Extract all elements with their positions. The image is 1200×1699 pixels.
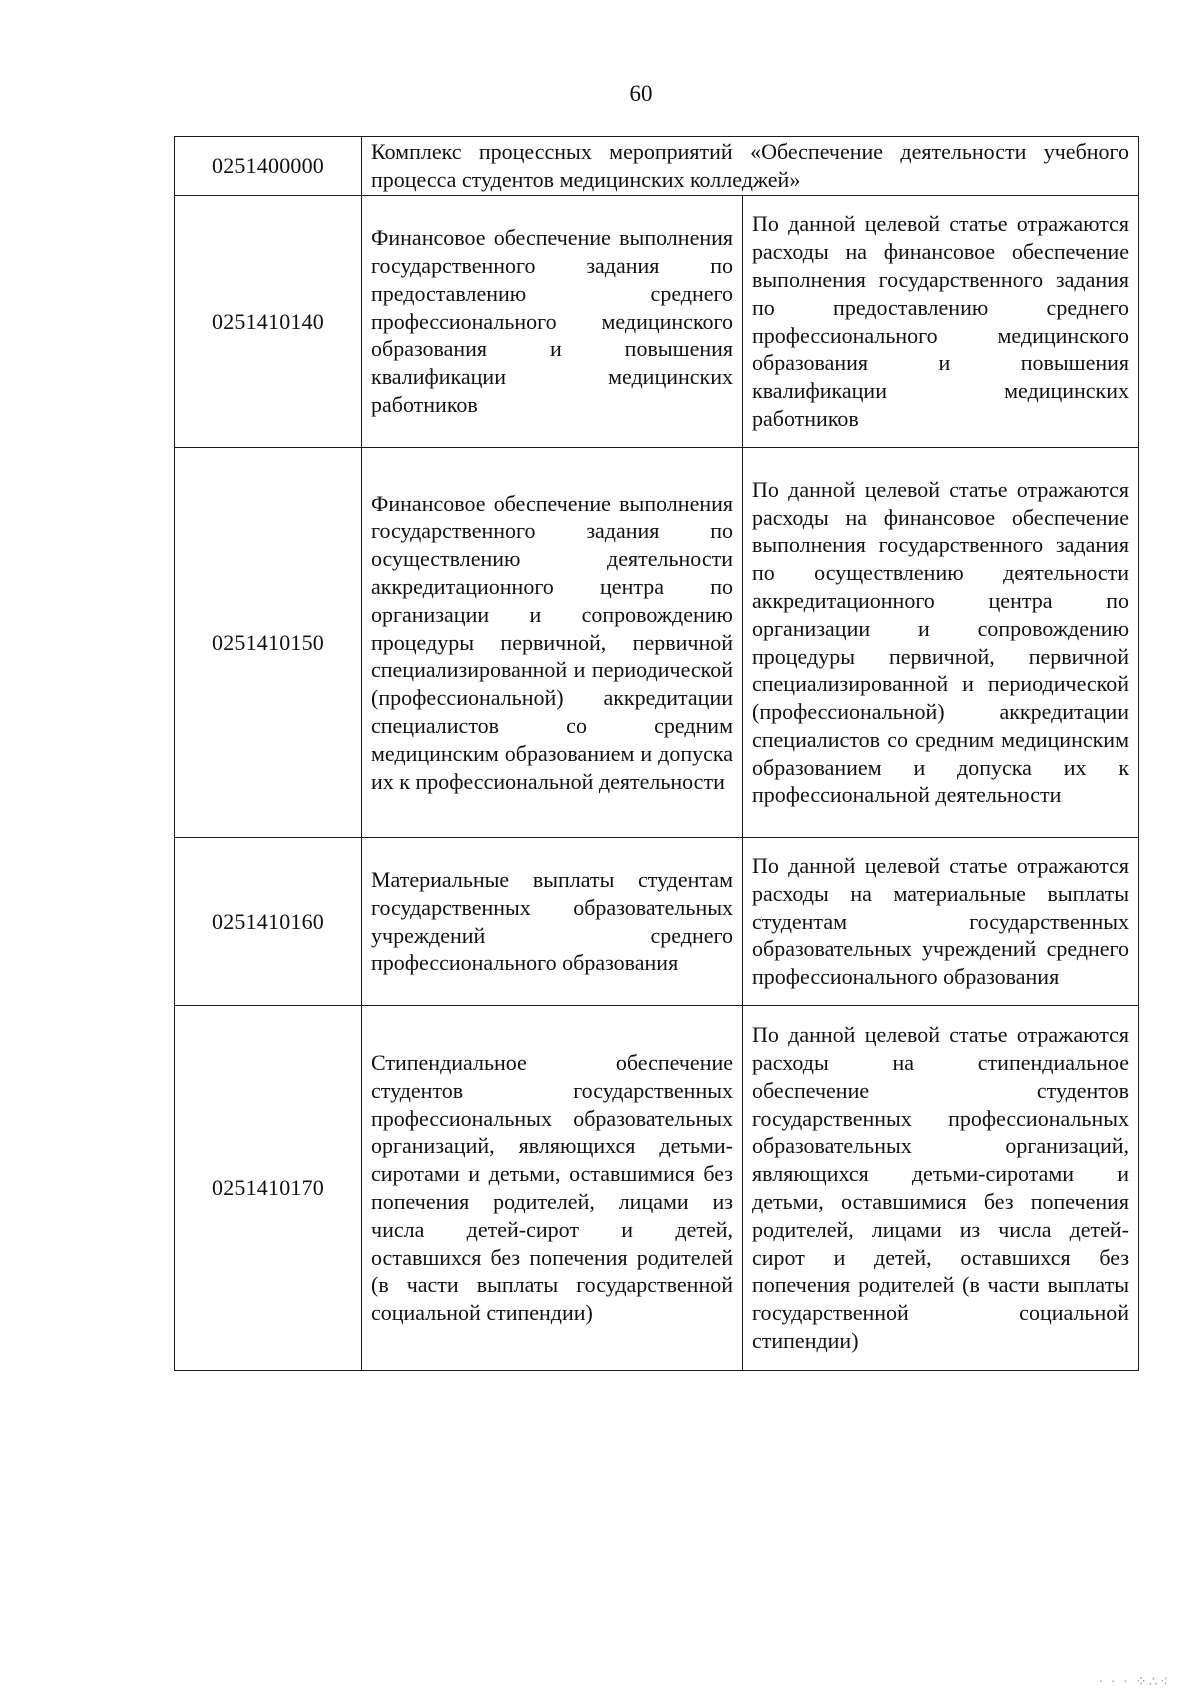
target-article-name: Материальные выплаты студентам государственных образовательных учреждений среднего профессионального образования	[362, 838, 743, 1006]
target-article-code: 0251410170	[175, 1006, 362, 1371]
scan-artifact-mark: · · · ⁘∴⁖	[1098, 1675, 1170, 1690]
target-article-code: 0251410140	[175, 196, 362, 448]
target-article-name: Финансовое обеспечение выполнения государственного задания по осуществлению деятельности аккредитационного центра по организации и сопровождению процедуры первичной, первичной специализированной и периодической (профессиональной) аккредитации специалистов со средним медицинским образованием и допуска их к профессиональной деятельности	[362, 448, 743, 838]
table-row	[175, 838, 1139, 1006]
budget-classification-table	[174, 136, 1139, 1371]
target-article-name: Стипендиальное обеспечение студентов государственных профессиональных образовательных организаций, являющихся детьми-сиротами и детьми, оставшимися без попечения родителей, лицами из числа детей-сирот и детей, оставшихся без попечения родителей (в части выплаты государственной социальной стипендии)	[362, 1006, 743, 1371]
target-article-name: Финансовое обеспечение выполнения государственного задания по предоставлению среднего профессионального медицинского образования и повышения квалификации медицинских работников	[362, 196, 743, 448]
target-article-description: По данной целевой статье отражаются расходы на финансовое обеспечение выполнения государственного задания по осуществлению деятельности аккредитационного центра по организации и сопровождению процедуры первичной, первичной специализированной и периодической (профессиональной) аккредитации специалистов со средним медицинским образованием и допуска их к профессиональной деятельности	[743, 448, 1139, 838]
table-row	[175, 1006, 1139, 1371]
target-article-description: По данной целевой статье отражаются расходы на стипендиальное обеспечение студентов государственных профессиональных образовательных организаций, являющихся детьми-сиротами и детьми, оставшимися без попечения родителей, лицами из числа детей-сирот и детей, оставшихся без попечения родителей (в части выплаты государственной социальной стипендии)	[743, 1006, 1139, 1371]
table-row	[175, 137, 1139, 196]
target-article-code: 0251410150	[175, 448, 362, 838]
target-article-description: По данной целевой статье отражаются расходы на финансовое обеспечение выполнения государственного задания по предоставлению среднего профессионального медицинского образования и повышения квалификации медицинских работников	[743, 196, 1139, 448]
process-complex-title: Комплекс процессных мероприятий «Обеспечение деятельности учебного процесса студентов медицинских колледжей»	[362, 137, 1139, 196]
table-row	[175, 196, 1139, 448]
target-article-description: По данной целевой статье отражаются расходы на материальные выплаты студентам государственных образовательных учреждений среднего профессионального образования	[743, 838, 1139, 1006]
target-article-code: 0251400000	[175, 137, 362, 196]
page-number: 60	[629, 81, 653, 106]
target-article-code: 0251410160	[175, 838, 362, 1006]
table-row	[175, 448, 1139, 838]
